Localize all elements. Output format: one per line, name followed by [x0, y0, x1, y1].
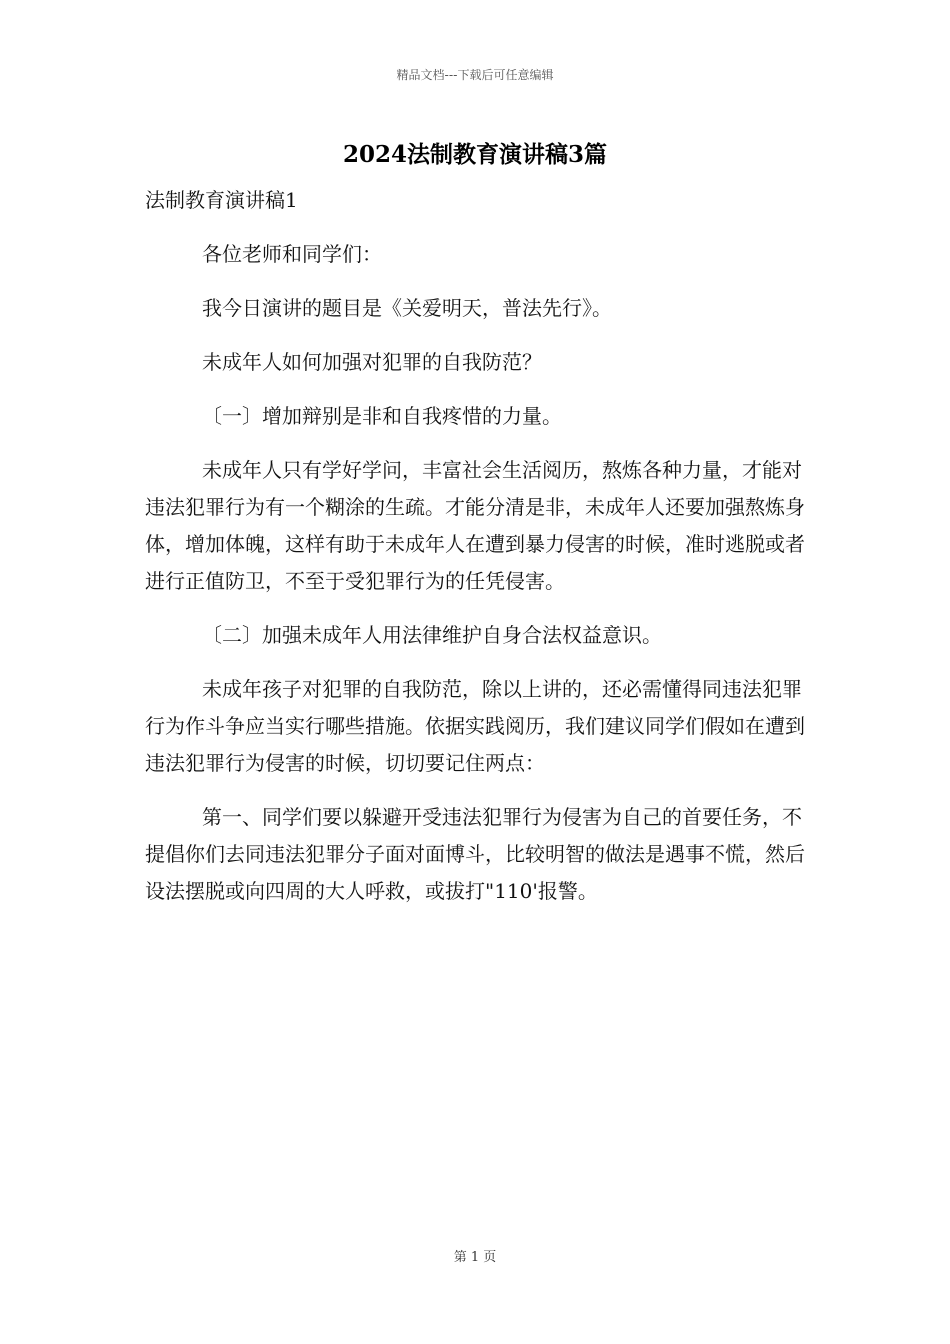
paragraph-point-one: 〔一〕增加辩别是非和自我疼惜的力量。 — [202, 404, 562, 428]
paragraph-body-one: 未成年人只有学好学问，丰富社会生活阅历，熬炼各种力量，才能对违法犯罪行为有一个糊涂的生疏。才能分清是非，未成年人还要加强熬炼身体，增加体魄，这样有助于未成年人在遭到暴力侵害的时候，准时逃脱或者进行正值防卫，不至于受犯罪行为的任凭侵害。 — [145, 458, 805, 593]
section-heading: 法制教育演讲稿1 — [145, 188, 298, 212]
paragraph-point-two: 〔二〕加强未成年人用法律维护自身合法权益意识。 — [202, 623, 662, 647]
page-header: 精品文档---下载后可任意编辑 — [396, 68, 554, 82]
paragraph-question: 未成年人如何加强对犯罪的自我防范？ — [202, 350, 542, 374]
document-body — [145, 182, 810, 927]
paragraph-greeting: 各位老师和同学们： — [202, 242, 382, 266]
paragraph-topic: 我今日演讲的题目是《关爱明天，普法先行》。 — [202, 296, 612, 320]
paragraph-body-three: 第一、同学们要以躲避开受违法犯罪行为侵害为自己的首要任务，不提倡你们去同违法犯罪分子面对面博斗，比较明智的做法是遇事不慌，然后设法摆脱或向四周的大人呼救，或拔打"110'报警。 — [145, 805, 805, 903]
document-title: 2024法制教育演讲稿3篇 — [342, 141, 608, 168]
page-number: 第 1 页 — [453, 1250, 497, 1265]
paragraph-body-two: 未成年孩子对犯罪的自我防范，除以上讲的，还必需懂得同违法犯罪行为作斗争应当实行哪些措施。依据实践阅历，我们建议同学们假如在遭到违法犯罪行为侵害的时候，切切要记住两点： — [145, 677, 805, 775]
